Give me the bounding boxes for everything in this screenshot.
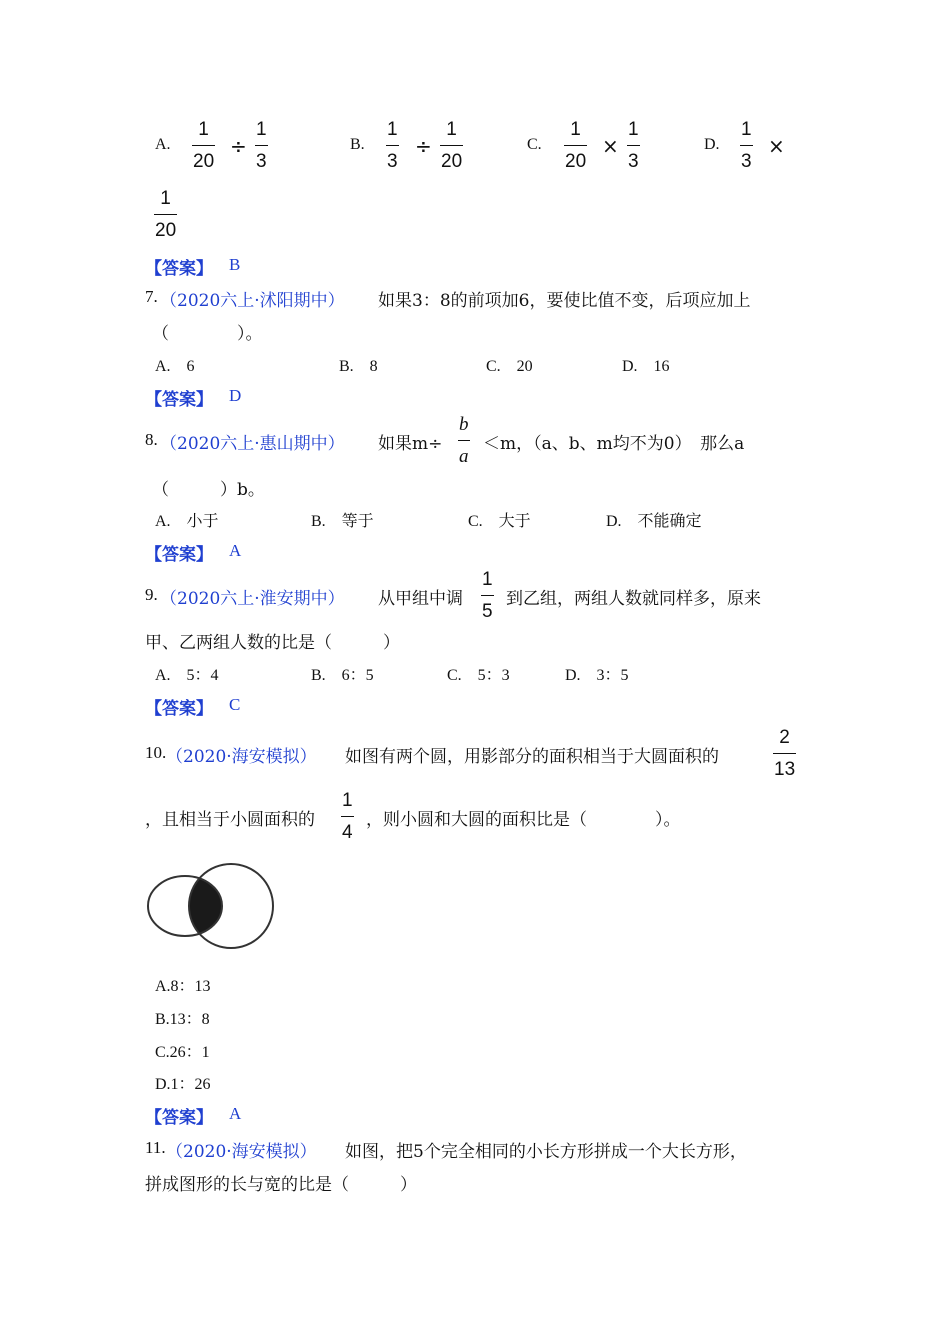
operator: ÷ (415, 134, 432, 158)
question-text: 如图有两个圆，用影部分的面积相当于大圆面积的 (345, 747, 719, 767)
option-a: A.8：13 (155, 978, 211, 995)
question-text-line2: 拼成图形的长与宽的比是（ ） (145, 1175, 417, 1195)
question-text-line2-cont: ，则小圆和大圆的面积比是（ ）。 (366, 810, 681, 830)
operator: ÷ (230, 134, 247, 158)
fraction: 1 20 (155, 188, 177, 242)
option-a: A. 5：4 (155, 667, 219, 684)
question-number: 11. (145, 1138, 166, 1157)
fraction: 1 3 (387, 119, 398, 173)
question-text-line2: ，且相当于小圆面积的 (145, 810, 315, 830)
answer-tag: 【答案】 (145, 699, 213, 719)
answer-value: A (229, 541, 242, 560)
question-text: 从甲组中调 (378, 589, 463, 609)
option-b: B. 6：5 (311, 667, 374, 684)
answer-tag: 【答案】 (145, 1108, 213, 1128)
question-text: 如果m÷ (378, 434, 443, 454)
question-number: 8. (145, 430, 158, 449)
option-b: B.13：8 (155, 1011, 210, 1028)
option-c: C.26：1 (155, 1044, 210, 1061)
option-letter: C. (527, 136, 542, 153)
fraction: 1 20 (193, 119, 215, 173)
answer-tag: 【答案】 (145, 259, 213, 279)
question-number: 10. (145, 743, 167, 762)
fraction: 1 5 (482, 569, 493, 623)
question-source: （2020·海安模拟） (166, 747, 317, 767)
question-text: 如果3：8的前项加6，要使比值不变，后项应加上 (378, 291, 751, 311)
fraction: 1 4 (342, 790, 353, 844)
option-a: A. 6 (155, 358, 195, 375)
answer-tag: 【答案】 (145, 390, 213, 410)
fraction: 1 3 (628, 119, 639, 173)
fraction: 2 13 (774, 727, 796, 781)
question-text-line2: 甲、乙两组人数的比是（ ） (145, 633, 400, 653)
option-d: D.1：26 (155, 1076, 211, 1093)
question-number: 9. (145, 585, 158, 604)
option-d: D. 3：5 (565, 667, 629, 684)
option-c: C. 5：3 (447, 667, 510, 684)
question-text-cont: 到乙组，两组人数就同样多，原来 (506, 589, 761, 609)
question-source: （2020六上·沭阳期中） (160, 291, 345, 311)
question-source: （2020六上·惠山期中） (160, 434, 345, 454)
fraction: 1 20 (441, 119, 463, 173)
option-d: D. 不能确定 (606, 513, 702, 530)
option-c: C. 大于 (468, 513, 531, 530)
option-a: A. 小于 (155, 513, 219, 530)
option-d: D. 16 (622, 358, 670, 375)
question-number: 7. (145, 287, 158, 306)
option-letter: B. (350, 136, 365, 153)
fraction: 1 3 (741, 119, 752, 173)
question-text-line2: （ ）b。 (152, 480, 265, 500)
option-b: B. 等于 (311, 513, 374, 530)
operator: × (602, 134, 619, 158)
answer-value: D (229, 386, 242, 405)
answer-value: C (229, 695, 241, 714)
two-circles-figure (145, 860, 279, 954)
option-letter: A. (155, 136, 171, 153)
option-b: B. 8 (339, 358, 378, 375)
operator: × (768, 134, 785, 158)
option-c: C. 20 (486, 358, 533, 375)
answer-value: B (229, 255, 241, 274)
question-text-cont: ＜m，（a、b、m均不为0） 那么a (483, 434, 745, 454)
fraction: 1 20 (565, 119, 587, 173)
question-text: 如图，把5个完全相同的小长方形拼成一个大长方形， (345, 1142, 747, 1162)
answer-tag: 【答案】 (145, 545, 213, 565)
question-source: （2020六上·淮安期中） (160, 589, 345, 609)
fraction: 1 3 (256, 119, 267, 173)
fraction: b a (459, 414, 469, 468)
question-text-line2: （ ）。 (152, 324, 263, 344)
question-source: （2020·海安模拟） (166, 1142, 317, 1162)
answer-value: A (229, 1104, 242, 1123)
option-letter: D. (704, 136, 720, 153)
